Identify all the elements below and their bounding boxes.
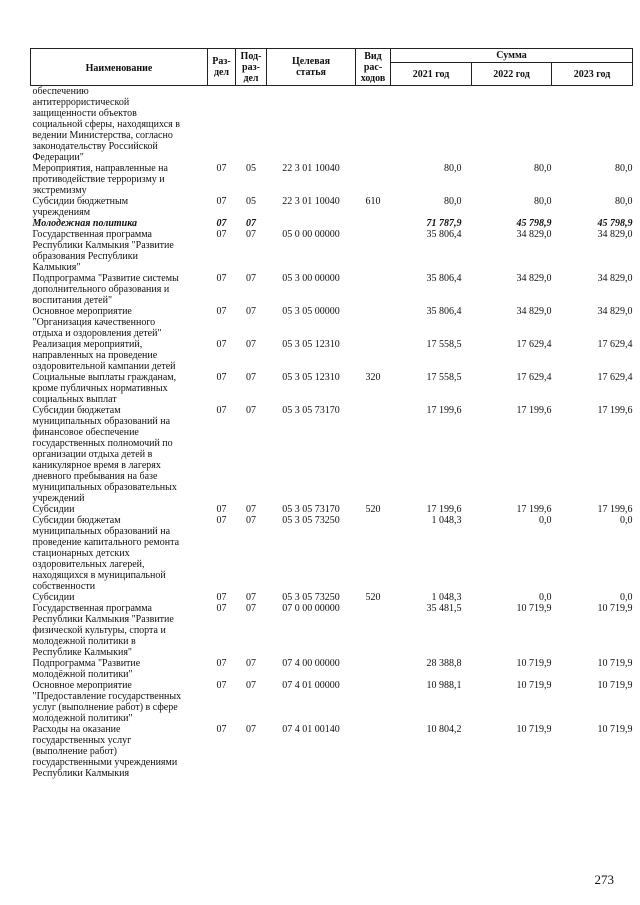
cell-2021: 35 806,4 (426, 306, 462, 317)
cell-target: 05 3 05 12310 (282, 339, 340, 350)
table-row (31, 405, 633, 504)
cell-target: 22 3 01 10040 (282, 196, 340, 207)
cell-section: 07 (216, 372, 227, 383)
cell-name: Расходы на оказание государственных услуг (выполнение работ) государственными учреждениями Республики Калмыкия (32, 724, 178, 779)
cell-2022: 10 719,9 (516, 603, 552, 614)
budget-table (30, 48, 633, 779)
table-row (31, 658, 633, 680)
cell-2022: 34 829,0 (516, 229, 552, 240)
cell-2023: 0,0 (620, 515, 633, 526)
cell-2022: 34 829,0 (516, 306, 552, 317)
cell-section: 07 (216, 196, 227, 207)
cell-2023: 17 629,4 (597, 339, 633, 350)
cell-name: Субсидии бюджетным учреждениям (32, 196, 129, 218)
cell-2023: 17 629,4 (597, 372, 633, 383)
cell-target: 05 3 05 73250 (282, 592, 340, 603)
cell-2022: 17 199,6 (516, 504, 552, 515)
cell-subsection: 07 (246, 724, 256, 735)
cell-section: 07 (216, 592, 227, 603)
cell-target: 07 4 01 00140 (282, 724, 340, 735)
cell-name: Основное мероприятие "Предоставление государственных услуг (выполнение работ) в сфере молодежной политики" (32, 680, 182, 724)
cell-target: 22 3 01 10040 (282, 163, 340, 174)
cell-subsection: 07 (246, 218, 256, 229)
cell-expense-type (356, 306, 391, 339)
cell-2023: 80,0 (615, 196, 633, 207)
cell-2023: 17 199,6 (597, 405, 633, 416)
cell-expense-type (356, 603, 391, 658)
table-row (31, 724, 633, 779)
cell-name: Государственная программа Республики Калмыкия "Развитие физической культуры, спорта и молодежной политики в Республике Калмыкия" (32, 603, 174, 658)
cell-2021: 80,0 (444, 196, 462, 207)
cell-expense-type: 610 (365, 196, 381, 207)
cell-subsection: 05 (246, 196, 256, 207)
cell-2021 (391, 86, 472, 164)
cell-expense-type (356, 163, 391, 196)
header-section: Раз- дел (208, 49, 236, 86)
cell-name: Подпрограмма "Развитие системы дополнительного образования и воспитания детей" (32, 273, 179, 306)
page-number: 273 (594, 872, 614, 887)
cell-expense-type (356, 405, 391, 504)
cell-subsection: 07 (246, 306, 256, 317)
cell-target: 05 3 05 73250 (282, 515, 340, 526)
table-row (31, 592, 633, 603)
table-row (31, 229, 633, 273)
cell-subsection: 07 (246, 603, 256, 614)
cell-2021: 1 048,3 (431, 592, 462, 603)
cell-expense-type (356, 658, 391, 680)
cell-2022: 34 829,0 (516, 273, 552, 284)
cell-2021: 17 199,6 (426, 405, 462, 416)
cell-section: 07 (216, 218, 227, 229)
cell-2022: 80,0 (534, 163, 552, 174)
cell-2022: 17 629,4 (516, 372, 552, 383)
cell-section (208, 86, 236, 164)
cell-target: 05 3 05 12310 (282, 372, 340, 383)
cell-target: 07 4 01 00000 (282, 680, 340, 691)
cell-expense-type (356, 680, 391, 724)
cell-name: Мероприятия, направленные на противодействие терроризму и экстремизму (32, 163, 168, 196)
cell-subsection: 07 (246, 680, 256, 691)
cell-2023: 10 719,9 (597, 680, 633, 691)
cell-2021: 80,0 (444, 163, 462, 174)
table-row (31, 339, 633, 372)
cell-subsection: 05 (246, 163, 256, 174)
cell-target: 05 3 05 73170 (282, 405, 340, 416)
cell-expense-type (356, 339, 391, 372)
cell-2022: 10 719,9 (516, 724, 552, 735)
cell-subsection: 07 (246, 592, 256, 603)
cell-name: обеспечению антитеррористической защищенности объектов социальной сферы, находящихся в ведении Министерства, согласно законодательству Российской Федерации" (32, 86, 180, 163)
cell-section: 07 (216, 603, 227, 614)
table-row (31, 273, 633, 306)
cell-2023: 10 719,9 (597, 724, 633, 735)
cell-2021: 10 988,1 (426, 680, 462, 691)
table-row (31, 603, 633, 658)
cell-section: 07 (216, 306, 227, 317)
cell-2021: 17 558,5 (426, 372, 462, 383)
cell-2023: 10 719,9 (597, 658, 633, 669)
table-row (31, 163, 633, 196)
cell-2021: 35 806,4 (426, 229, 462, 240)
table-row (31, 504, 633, 515)
cell-2023: 10 719,9 (597, 603, 633, 614)
cell-2022: 0,0 (539, 592, 552, 603)
cell-subsection: 07 (246, 405, 256, 416)
cell-section: 07 (216, 515, 227, 526)
cell-name: Молодежная политика (32, 218, 138, 229)
cell-section: 07 (216, 405, 227, 416)
cell-subsection: 07 (246, 372, 256, 383)
cell-name: Государственная программа Республики Калмыкия "Развитие образования Республики Калмыкия" (32, 229, 174, 273)
header-expense-type: Вид рас- ходов (356, 49, 391, 86)
cell-2021: 1 048,3 (431, 515, 462, 526)
cell-2021: 10 804,2 (426, 724, 462, 735)
cell-2023 (552, 86, 633, 164)
cell-2022: 17 629,4 (516, 339, 552, 350)
cell-subsection: 07 (246, 504, 256, 515)
cell-target: 05 0 00 00000 (282, 229, 340, 240)
header-subsection: Под- раз- дел (236, 49, 267, 86)
cell-subsection: 07 (246, 658, 256, 669)
cell-expense-type (356, 724, 391, 779)
cell-expense-type: 520 (365, 504, 381, 515)
table-header (31, 49, 633, 86)
table-body (31, 86, 633, 780)
cell-subsection: 07 (246, 339, 256, 350)
cell-name: Основное мероприятие "Организация качественного отдыха и оздоровления детей" (32, 306, 162, 339)
cell-2022: 10 719,9 (516, 658, 552, 669)
cell-2022: 45 798,9 (516, 218, 552, 229)
cell-expense-type (356, 515, 391, 592)
header-year-2023: 2023 год (552, 63, 633, 86)
cell-expense-type: 520 (365, 592, 381, 603)
cell-2022: 17 199,6 (516, 405, 552, 416)
cell-2022 (472, 86, 552, 164)
cell-2021: 35 806,4 (426, 273, 462, 284)
header-name: Наименование (31, 49, 208, 86)
cell-2022: 10 719,9 (516, 680, 552, 691)
cell-2022: 0,0 (539, 515, 552, 526)
cell-subsection: 07 (246, 515, 256, 526)
cell-section: 07 (216, 724, 227, 735)
cell-subsection (236, 86, 267, 164)
cell-target: 05 3 00 00000 (282, 273, 340, 284)
cell-2023: 0,0 (620, 592, 633, 603)
cell-section: 07 (216, 504, 227, 515)
table-row (31, 306, 633, 339)
cell-name: Субсидии (32, 504, 75, 515)
table-row (31, 86, 633, 164)
cell-expense-type (356, 218, 391, 229)
cell-2022: 80,0 (534, 196, 552, 207)
cell-section: 07 (216, 339, 227, 350)
cell-target: 07 4 00 00000 (282, 658, 340, 669)
cell-section: 07 (216, 273, 227, 284)
header-year-2021: 2021 год (391, 63, 472, 86)
cell-2023: 80,0 (615, 163, 633, 174)
cell-expense-type (356, 86, 391, 164)
cell-target: 05 3 05 73170 (282, 504, 340, 515)
cell-name: Субсидии (32, 592, 75, 603)
cell-subsection: 07 (246, 273, 256, 284)
cell-2021: 17 199,6 (426, 504, 462, 515)
cell-name: Субсидии бюджетам муниципальных образований на проведение капитального ремонта стационарных детских оздоровительных лагерей, находящихся в муниципальной собственности (32, 515, 180, 592)
header-target: Целевая статья (267, 49, 356, 86)
cell-name: Субсидии бюджетам муниципальных образований на финансовое обеспечение государственных полномочий по организации отдыха детей в каникулярное время в лагерях дневного пребывания на базе муниципальных образовательных учреждений (32, 405, 177, 504)
table-row (31, 218, 633, 229)
cell-target: 05 3 05 00000 (282, 306, 340, 317)
table-row (31, 515, 633, 592)
table-row (31, 196, 633, 218)
cell-expense-type (356, 273, 391, 306)
cell-target (267, 218, 356, 229)
cell-2023: 34 829,0 (597, 273, 633, 284)
cell-2021: 17 558,5 (426, 339, 462, 350)
cell-section: 07 (216, 229, 227, 240)
cell-section: 07 (216, 658, 227, 669)
cell-target: 07 0 00 00000 (282, 603, 340, 614)
cell-2021: 35 481,5 (426, 603, 462, 614)
cell-expense-type (356, 229, 391, 273)
cell-target (267, 86, 356, 164)
cell-section: 07 (216, 680, 227, 691)
table-row (31, 680, 633, 724)
cell-2021: 28 388,8 (426, 658, 462, 669)
cell-2023: 34 829,0 (597, 229, 633, 240)
cell-name: Реализация мероприятий, направленных на проведение оздоровительной кампании детей (32, 339, 176, 372)
cell-2023: 45 798,9 (597, 218, 633, 229)
cell-2023: 17 199,6 (597, 504, 633, 515)
cell-name: Социальные выплаты гражданам, кроме публичных нормативных социальных выплат (32, 372, 177, 405)
cell-subsection: 07 (246, 229, 256, 240)
cell-2021: 71 787,9 (426, 218, 462, 229)
cell-section: 07 (216, 163, 227, 174)
header-sum: Сумма (391, 49, 633, 63)
cell-expense-type: 320 (365, 372, 381, 383)
cell-name: Подпрограмма "Развитие молодёжной политики" (32, 658, 141, 680)
cell-2023: 34 829,0 (597, 306, 633, 317)
header-year-2022: 2022 год (472, 63, 552, 86)
table-row (31, 372, 633, 405)
